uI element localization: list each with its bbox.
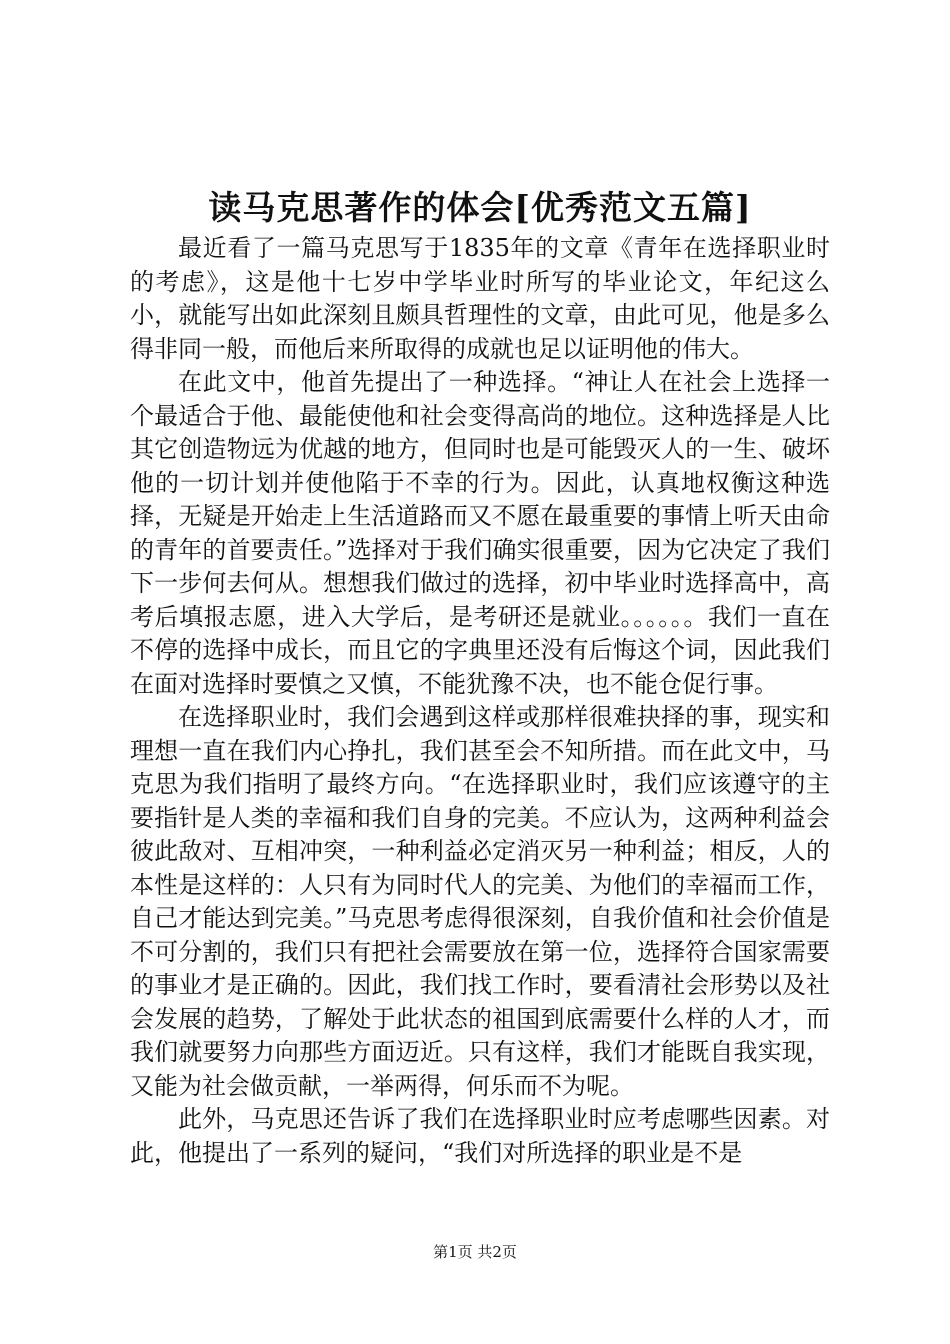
paragraph: 此外，马克思还告诉了我们在选择职业时应考虑哪些因素。对此，他提出了一系列的疑问，“我们对所选择的职业是不是 [130,1105,830,1167]
paragraph: 在选择职业时，我们会遇到这样或那样很难抉择的事，现实和理想一直在我们内心挣扎，我们甚至会不知所措。而在此文中，马克思为我们指明了最终方向。“在选择职业时，我们应该遵守的主要指针是人类的幸福和我们自身的完美。不应认为，这两种利益会彼此敌对、互相冲突，一种利益必定消灭另一种利益；相反，人的本性是这样的：人只有为同时代人的完美、为他们的幸福而工作，自己才能达到完美。”马克思考虑得很深刻，自我价值和社会价值是不可分割的，我们只有把社会需要放在第一位，选择符合国家需要的事业才是正确的。因此，我们找工作时，要看清社会形势以及社会发展的趋势，了解处于此状态的祖国到底需要什么样的人才，而我们就要努力向那些方面迈近。只有这样，我们才能既自我实现，又能为社会做贡献，一举两得，何乐而不为呢。 [130,703,830,1100]
page-number-footer: 第1页 共2页 [433,1243,517,1261]
paragraph: 在此文中，他首先提出了一种选择。“神让人在社会上选择一个最适合于他、最能使他和社会变得高尚的地位。这种选择是人比其它创造物远为优越的地方，但同时也是可能毁灭人的一生、破坏他的一切计划并使他陷于不幸的行为。因此，认真地权衡这种选择，无疑是开始走上生活道路而又不愿在最重要的事情上听天由命的青年的首要责任。”选择对于我们确实很重要，因为它决定了我们下一步何去何从。想想我们做过的选择，初中毕业时选择高中，高考后填报志愿，进入大学后，是考研还是就业。。。。。。我们一直在不停的选择中成长，而且它的字典里还没有后悔这个词，因此我们在面对选择时要慎之又慎，不能犹豫不决，也不能仓促行事。 [130,368,830,698]
document-body [130,232,830,1170]
document-title: 读马克思著作的体会[优秀范文五篇] [208,188,752,227]
paragraph: 最近看了一篇马克思写于1835年的文章《青年在选择职业时的考虑》，这是他十七岁中学毕业时所写的毕业论文，年纪这么小，就能写出如此深刻且颇具哲理性的文章，由此可见，他是多么得非同一般，而他后来所取得的成就也足以证明他的伟大。 [130,234,830,363]
